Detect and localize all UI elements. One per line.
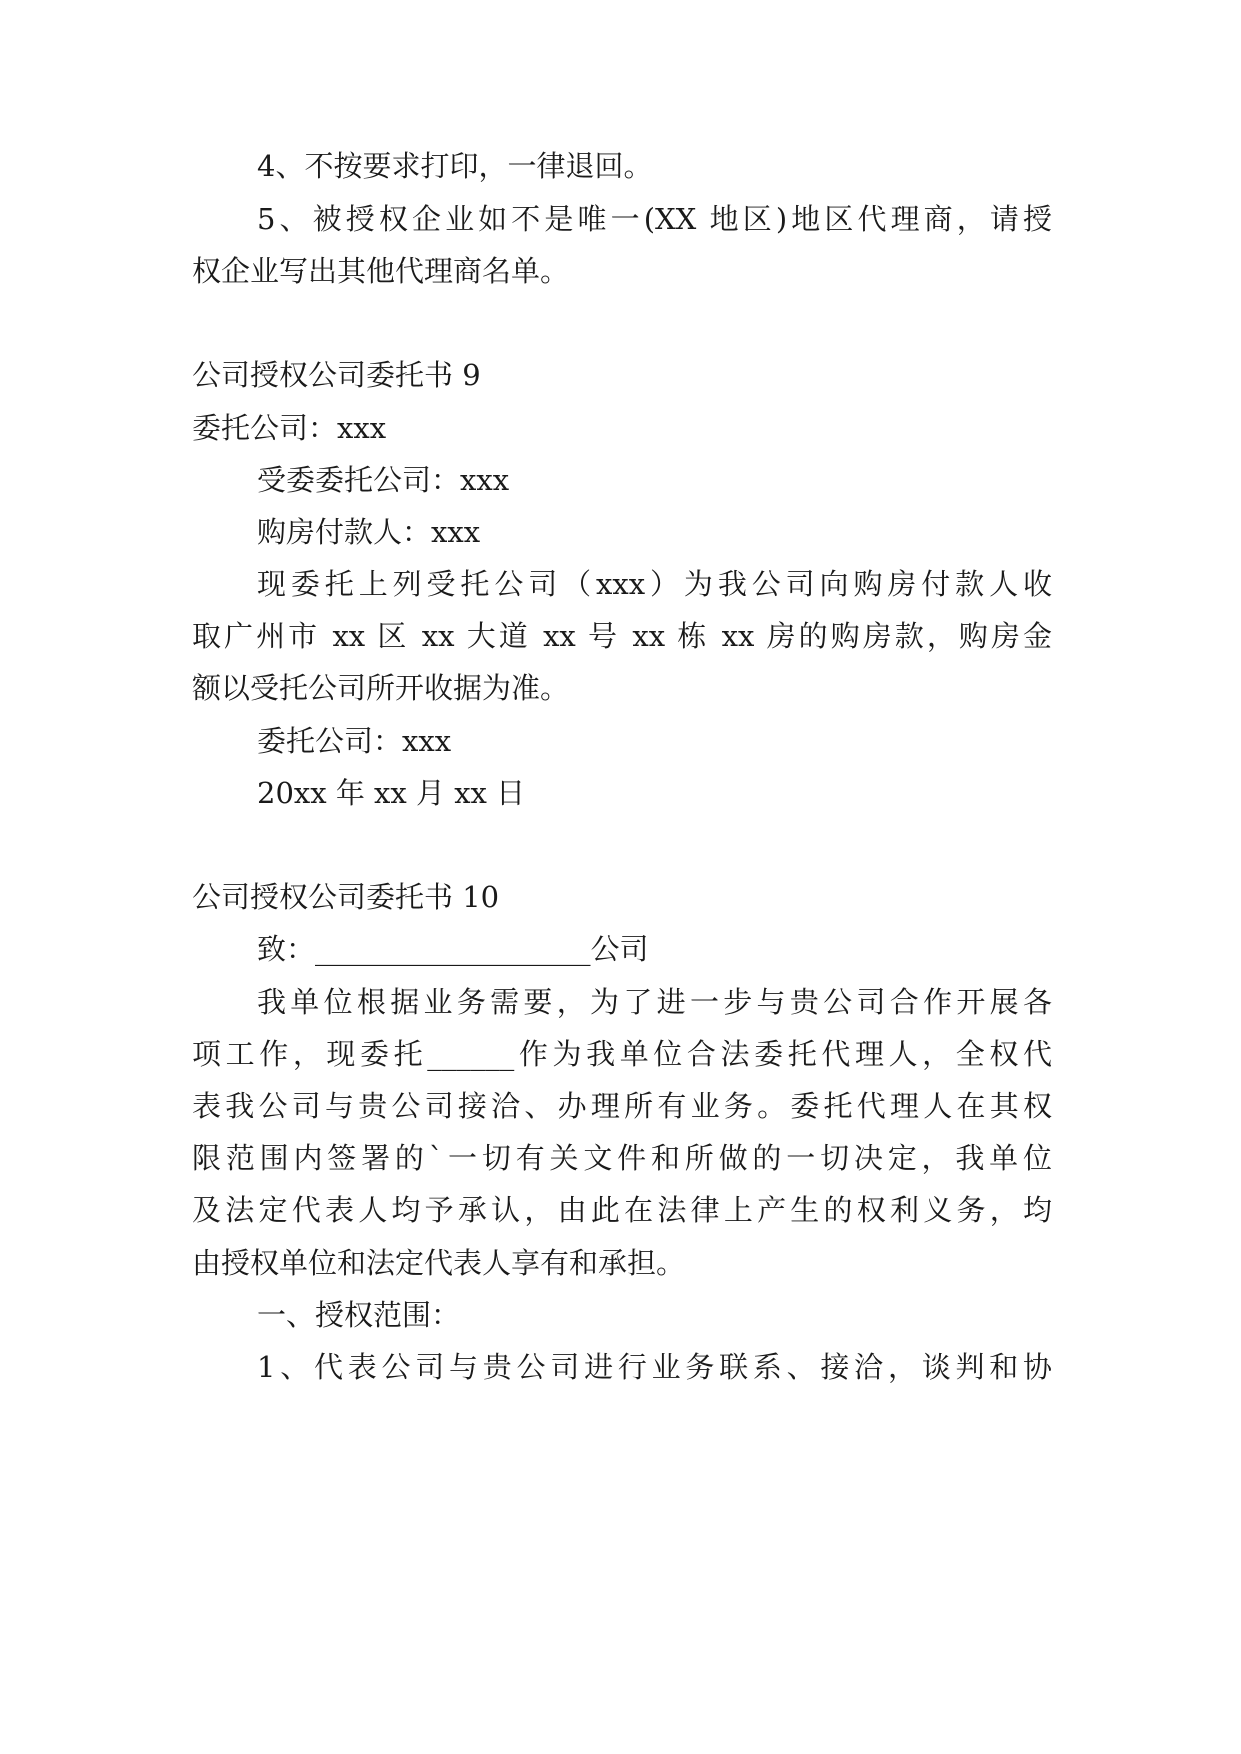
section-9-body-line-1: 现委托上列受托公司（xxx）为我公司向购房付款人收	[257, 567, 1052, 601]
section-10-body-line-2: 项工作，现委托______作为我单位合法委托代理人，全权代	[192, 1037, 1052, 1071]
section-10-body-line-4: 限范围内签署的`一切有关文件和所做的一切决定，我单位	[192, 1141, 1052, 1175]
section-10-body-line-3: 表我公司与贵公司接洽、办理所有业务。委托代理人在其权	[192, 1089, 1052, 1123]
section-9-payer: 购房付款人：xxx	[257, 515, 481, 549]
section-10-body-line-1: 我单位根据业务需要，为了进一步与贵公司合作开展各	[257, 985, 1052, 1019]
section-9-entrusted-company: 受委委托公司：xxx	[257, 463, 510, 497]
section-9-entrusting-company: 委托公司：xxx	[192, 411, 387, 445]
item-5-line-1: 5、被授权企业如不是唯一(XX 地区)地区代理商，请授	[257, 202, 1052, 236]
section-10-title: 公司授权公司委托书 10	[192, 880, 500, 914]
section-9-title: 公司授权公司委托书 9	[192, 358, 481, 392]
section-10-body-line-6: 由授权单位和法定代表人享有和承担。	[192, 1246, 686, 1280]
item-5-line-2: 权企业写出其他代理商名单。	[192, 254, 570, 288]
item-4: 4、不按要求打印，一律退回。	[257, 149, 653, 183]
section-9-sign-company: 委托公司：xxx	[257, 724, 452, 758]
section-10-scope-item-1: 1、代表公司与贵公司进行业务联系、接洽，谈判和协	[257, 1350, 1052, 1384]
section-9-date: 20xx 年 xx 月 xx 日	[257, 776, 526, 810]
section-9-body-line-3: 额以受托公司所开收据为准。	[192, 671, 570, 705]
section-10-body-line-5: 及法定代表人均予承认，由此在法律上产生的权利义务，均	[192, 1193, 1052, 1227]
section-10-scope-heading: 一、授权范围：	[257, 1298, 461, 1332]
section-10-to-line: 致：___________________公司	[257, 932, 649, 966]
section-9-body-line-2: 取广州市 xx 区 xx 大道 xx 号 xx 栋 xx 房的购房款，购房金	[192, 619, 1052, 653]
